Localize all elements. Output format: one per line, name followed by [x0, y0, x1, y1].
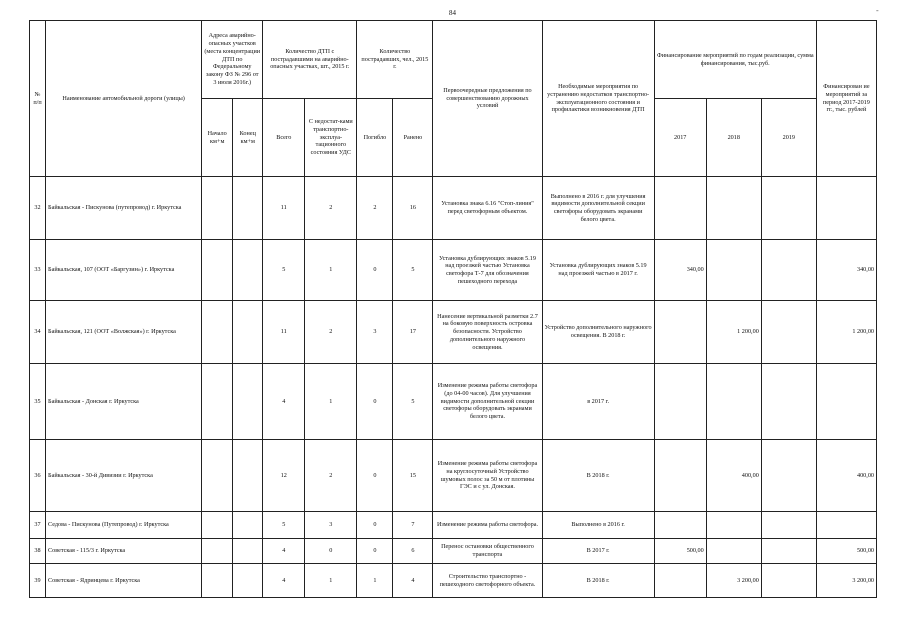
cell-y2019	[761, 440, 816, 512]
cell-killed: 3	[357, 301, 393, 364]
cell-measures: Устройство дополнительного наружного освещения. В 2018 г.	[542, 301, 654, 364]
cell-killed: 0	[357, 364, 393, 440]
cell-y2018	[706, 364, 761, 440]
header-road: Наименование автомобильной дороги (улицы)	[46, 21, 202, 177]
cell-start	[202, 364, 233, 440]
header-measures: Необходимые мероприятия по устранению недостатков транспортно-эксплуатационного состояния и профилактики возникновения ДТП	[542, 21, 654, 177]
cell-num: 35	[30, 364, 46, 440]
table-row	[30, 301, 877, 364]
cell-y2018	[706, 177, 761, 240]
cell-y2017: 340,00	[654, 240, 706, 301]
cell-y2019	[761, 564, 816, 598]
cell-y2018: 3 200,00	[706, 564, 761, 598]
header-killed: Погибло	[357, 99, 393, 177]
cell-period: 340,00	[816, 240, 876, 301]
cell-end	[233, 177, 263, 240]
cell-priority: Нанесение вертикальной разметки 2.7 на боковую поверхность островка безопасности. Устройство дополнительного наружного освещения.	[433, 301, 542, 364]
table-row	[30, 440, 877, 512]
cell-end	[233, 564, 263, 598]
cell-end	[233, 301, 263, 364]
cell-y2019	[761, 512, 816, 539]
cell-priority: Перенос остановки общественного транспорта	[433, 539, 542, 564]
cell-road: Седова - Пискунова (Путепровод) г. Иркутска	[46, 512, 202, 539]
cell-num: 37	[30, 512, 46, 539]
cell-num: 32	[30, 177, 46, 240]
cell-uds: 2	[305, 301, 357, 364]
cell-y2017	[654, 512, 706, 539]
header-end: Конец км+м	[233, 99, 263, 177]
table-row	[30, 364, 877, 440]
cell-killed: 0	[357, 539, 393, 564]
cell-num: 36	[30, 440, 46, 512]
cell-y2018	[706, 240, 761, 301]
header-total: Всего	[263, 99, 305, 177]
table-row	[30, 240, 877, 301]
cell-num: 34	[30, 301, 46, 364]
cell-period: 1 200,00	[816, 301, 876, 364]
cell-priority: Изменение режима работы светофора (до 04-00 часов). Для улучшения видимости дополнительной секции светофоры оборудовать экранами белого цвета.	[433, 364, 542, 440]
table-row	[30, 564, 877, 598]
cell-uds: 0	[305, 539, 357, 564]
cell-priority: Установка дублирующих знаков 5.19 над проезжей частью Установка светофора Т-7 для обозначения пешеходного перехода	[433, 240, 542, 301]
cell-total: 5	[263, 240, 305, 301]
cell-injured: 16	[393, 177, 433, 240]
cell-y2019	[761, 177, 816, 240]
cell-killed: 0	[357, 240, 393, 301]
cell-measures: Установка дублирующих знаков 5.19 над проезжей частью в 2017 г.	[542, 240, 654, 301]
cell-y2018: 400,00	[706, 440, 761, 512]
cell-total: 4	[263, 364, 305, 440]
cell-priority: Изменение режима работы светофора.	[433, 512, 542, 539]
header-year-2018: 2018	[706, 99, 761, 177]
header-start: Начало км+м	[202, 99, 233, 177]
cell-y2018	[706, 539, 761, 564]
cell-road: Байкальская, 107 (ООТ «Баргузин») г. Иркутска	[46, 240, 202, 301]
table-body	[30, 177, 877, 598]
accident-sites-table	[29, 20, 877, 598]
cell-injured: 15	[393, 440, 433, 512]
cell-period: 400,00	[816, 440, 876, 512]
cell-y2017	[654, 440, 706, 512]
cell-total: 11	[263, 177, 305, 240]
cell-y2019	[761, 539, 816, 564]
header-year-2019: 2019	[761, 99, 816, 177]
cell-period: 500,00	[816, 539, 876, 564]
cell-road: Байкальская - Донская г. Иркутска	[46, 364, 202, 440]
cell-y2017	[654, 301, 706, 364]
cell-end	[233, 240, 263, 301]
cell-end	[233, 512, 263, 539]
cell-period: 3 200,00	[816, 564, 876, 598]
cell-road: Байкальская - Пискунова (путепровод) г. Иркутска	[46, 177, 202, 240]
cell-killed: 2	[357, 177, 393, 240]
header-injured: Ранено	[393, 99, 433, 177]
cell-priority: Изменение режима работы светофора на круглосуточный Устройство шумовых полос за 50 м от плотины ГЭС и с ул. Донская.	[433, 440, 542, 512]
cell-y2018: 1 200,00	[706, 301, 761, 364]
cell-start	[202, 177, 233, 240]
cell-priority: Установка знака 6.16 "Стоп-линия" перед светофорным объектом.	[433, 177, 542, 240]
header-period: Финансирован ие мероприятий за период 2017-2019 гг., тыс. рублей	[816, 21, 876, 177]
header-victims: Количество пострадавших, чел., 2015 г.	[357, 21, 433, 99]
cell-total: 5	[263, 512, 305, 539]
cell-total: 11	[263, 301, 305, 364]
cell-killed: 0	[357, 440, 393, 512]
cell-injured: 5	[393, 240, 433, 301]
cell-total: 12	[263, 440, 305, 512]
cell-y2017	[654, 564, 706, 598]
cell-uds: 2	[305, 177, 357, 240]
cell-measures: Выполнено в 2016 г. для улучшения видимости дополнительной секции светофоры оборудовать экранами белого цвета.	[542, 177, 654, 240]
table-row	[30, 177, 877, 240]
cell-road: Советская - 115/3 г. Иркутска	[46, 539, 202, 564]
cell-road: Байкальская, 121 (ООТ «Волжская») г. Иркутска	[46, 301, 202, 364]
cell-end	[233, 364, 263, 440]
cell-uds: 1	[305, 364, 357, 440]
cell-y2019	[761, 364, 816, 440]
cell-period	[816, 177, 876, 240]
header-num: № п/п	[30, 21, 46, 177]
cell-total: 4	[263, 539, 305, 564]
cell-uds: 1	[305, 564, 357, 598]
header-accidents: Количество ДТП с пострадавшими на аварийно-опасных участках, шт., 2015 г.	[263, 21, 357, 99]
header-financing: Финансирование мероприятий по годам реализации, сумма финансирования, тыс.руб.	[654, 21, 816, 99]
cell-y2017	[654, 177, 706, 240]
cell-injured: 7	[393, 512, 433, 539]
cell-killed: 0	[357, 512, 393, 539]
cell-priority: Строительство транспортно - пешеходного светофорного объекта.	[433, 564, 542, 598]
cell-road: Советская - Ядринцева г. Иркутска	[46, 564, 202, 598]
header-uds: С недостат-ками транспортно-эксплуа-тационного состояния УДС	[305, 99, 357, 177]
cell-measures: в 2017 г.	[542, 364, 654, 440]
cell-measures: В 2018 г.	[542, 564, 654, 598]
page-number: 84	[449, 9, 456, 17]
cell-y2018	[706, 512, 761, 539]
cell-measures: В 2017 г.	[542, 539, 654, 564]
cell-end	[233, 539, 263, 564]
cell-start	[202, 539, 233, 564]
cell-y2019	[761, 240, 816, 301]
cell-injured: 17	[393, 301, 433, 364]
cell-measures: В 2018 г.	[542, 440, 654, 512]
cell-injured: 4	[393, 564, 433, 598]
cell-total: 4	[263, 564, 305, 598]
table-header	[30, 21, 877, 177]
cell-period	[816, 512, 876, 539]
cell-uds: 2	[305, 440, 357, 512]
cell-killed: 1	[357, 564, 393, 598]
cell-uds: 1	[305, 240, 357, 301]
cell-road: Байкальская - 30-й Дивизии г. Иркутска	[46, 440, 202, 512]
cell-start	[202, 564, 233, 598]
table-row	[30, 539, 877, 564]
cell-injured: 5	[393, 364, 433, 440]
table-row	[30, 512, 877, 539]
cell-num: 39	[30, 564, 46, 598]
cell-y2019	[761, 301, 816, 364]
cell-injured: 6	[393, 539, 433, 564]
cell-start	[202, 512, 233, 539]
corner-mark: -	[876, 6, 879, 15]
cell-y2017: 500,00	[654, 539, 706, 564]
cell-end	[233, 440, 263, 512]
cell-uds: 3	[305, 512, 357, 539]
header-year-2017: 2017	[654, 99, 706, 177]
header-address: Адреса аварийно-опасных участков (места концентрации ДТП по Федеральному закону ФЗ № 296 от 3 июля 2016г.)	[202, 21, 263, 99]
cell-start	[202, 240, 233, 301]
cell-period	[816, 364, 876, 440]
cell-start	[202, 301, 233, 364]
cell-y2017	[654, 364, 706, 440]
cell-start	[202, 440, 233, 512]
header-priority: Первоочередные предложения по совершенствованию дорожных условий	[433, 21, 542, 177]
cell-measures: Выполнено в 2016 г.	[542, 512, 654, 539]
cell-num: 38	[30, 539, 46, 564]
cell-num: 33	[30, 240, 46, 301]
